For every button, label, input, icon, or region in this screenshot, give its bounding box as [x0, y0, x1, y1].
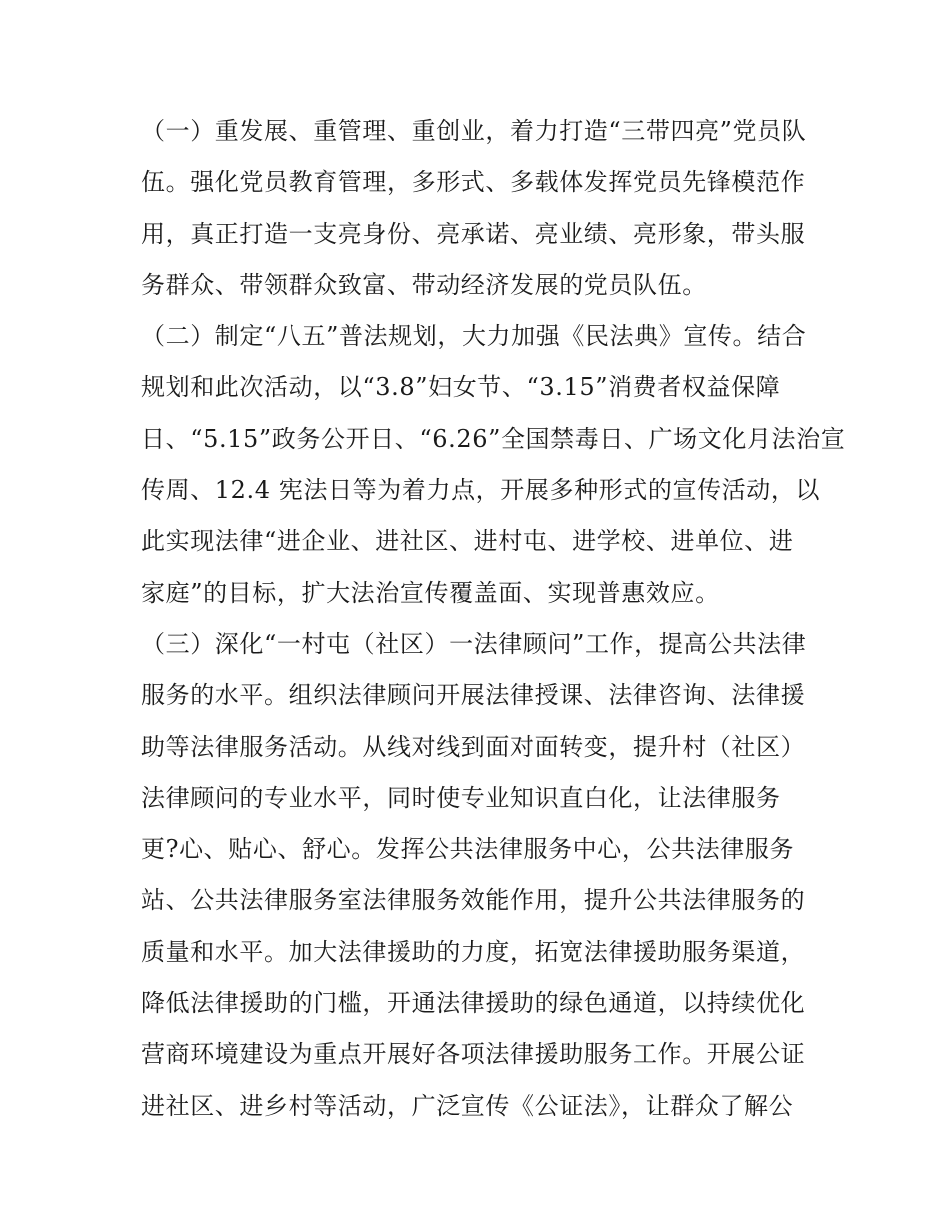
- text-line: 站、公共法律服务室法律服务效能作用，提升公共法律服务的: [141, 886, 806, 915]
- text-line: 质量和水平。加大法律援助的力度，拓宽法律援助服务渠道，: [141, 937, 806, 966]
- text-line: 家庭”的目标，扩大法治宣传覆盖面、实现普惠效应。: [141, 578, 720, 607]
- text-line: （三）深化“一村屯（社区）一法律顾问”工作，提高公共法律: [141, 629, 807, 658]
- text-line: （二）制定“八五”普法规划，大力加强《民法典》宣传。结合: [141, 322, 807, 351]
- text-line: 助等法律服务活动。从线对线到面对面转变，提升村（社区）: [141, 732, 806, 761]
- text-line: 进社区、进乡村等活动，广泛宣传《公证法》，让群众了解公: [141, 1091, 794, 1120]
- text-line: 规划和此次活动，以“3.8”妇女节、“3.15”消费者权益保障: [141, 373, 781, 402]
- text-line: 更?心、贴心、舒心。发挥公共法律服务中心，公共法律服务: [141, 835, 795, 864]
- text-line: （一）重发展、重管理、重创业，着力打造“三带四亮”党员队: [141, 117, 807, 145]
- text-line: 降低法律援助的门槛，开通法律援助的绿色通道，以持续优化: [141, 989, 806, 1018]
- text-line: 服务的水平。组织法律顾问开展法律授课、法律咨询、法律援: [141, 681, 806, 710]
- text-line: 营商环境建设为重点开展好各项法律援助服务工作。开展公证: [141, 1040, 806, 1069]
- text-line: 法律顾问的专业水平，同时使专业知识直白化，让法律服务: [141, 783, 781, 812]
- text-line: 用，真正打造一支亮身份、亮承诺、亮业绩、亮形象，带头服: [141, 219, 806, 248]
- text-line: 务群众、带领群众致富、带动经济发展的党员队伍。: [141, 270, 707, 299]
- text-line: 伍。强化党员教育管理，多形式、多载体发挥党员先锋模范作: [141, 168, 806, 197]
- body-text: [141, 106, 846, 1132]
- text-line: 此实现法律“进企业、进社区、进村屯、进学校、进单位、进: [141, 527, 794, 556]
- text-line: 日、“5.15”政务公开日、“6.26”全国禁毒日、广场文化月法治宣: [141, 424, 846, 453]
- text-line: 传周、12.4 宪法日等为着力点，开展多种形式的宣传活动，以: [141, 476, 821, 505]
